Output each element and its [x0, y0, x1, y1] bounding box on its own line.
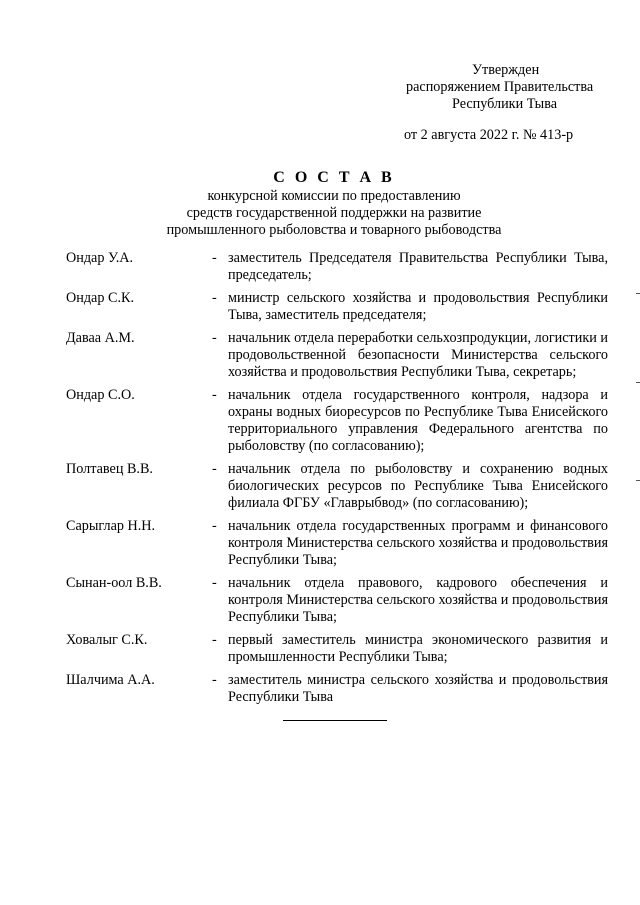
subtitle-line: средств государственной поддержки на развитие [186, 205, 482, 221]
approval-line-republic: Республики Тыва [452, 96, 558, 112]
member-dash: - [212, 290, 217, 306]
member-name: Полтавец В.В. [66, 461, 153, 477]
member-role: начальник отдела правового, кадрового обеспечения и контроля Министерства сельского хозяйства и продовольствия Республики Тыва; [228, 575, 608, 625]
member-role: начальник отдела по рыболовству и сохранению водных биологических ресурсов по Республике Тыва Енисейского филиала ФГБУ «Главрыбвод» (по согласованию); [228, 461, 608, 511]
member-dash: - [212, 672, 217, 688]
scan-edge-mark [636, 382, 640, 383]
subtitle-line: промышленного рыболовства и товарного рыбоводства [166, 222, 502, 238]
approval-block [400, 62, 620, 144]
member-dash: - [212, 575, 217, 591]
member-name: Ховалыг С.К. [66, 632, 148, 648]
member-dash: - [212, 387, 217, 403]
approval-line-order: распоряжением Правительства [406, 79, 594, 95]
member-name: Шалчима А.А. [66, 672, 155, 688]
member-name: Даваа А.М. [66, 330, 135, 346]
document-title: С О С Т А В [273, 169, 395, 186]
member-role: начальник отдела государственного контроля, надзора и охраны водных биоресурсов по Республике Тыва Енисейского территориального управления Федерального агентства по рыболовству (по согласованию); [228, 387, 608, 454]
member-name: Сарыглар Н.Н. [66, 518, 156, 534]
member-role: заместитель министра сельского хозяйства и продовольствия Республики Тыва [228, 672, 608, 705]
member-role: министр сельского хозяйства и продовольствия Республики Тыва, заместитель председателя; [228, 290, 608, 323]
member-dash: - [212, 461, 217, 477]
member-row [66, 672, 608, 706]
member-row [66, 461, 608, 512]
scan-edge-mark [636, 293, 640, 294]
member-row [66, 575, 608, 626]
member-role: начальник отдела государственных программ и финансового контроля Министерства сельского хозяйства и продовольствия Республики Тыва; [228, 518, 608, 568]
member-row [66, 330, 608, 381]
member-row [66, 250, 608, 284]
member-name: Сынан-оол В.В. [66, 575, 162, 591]
member-dash: - [212, 632, 217, 648]
member-role: начальник отдела переработки сельхозпродукции, логистики и продовольственной безопасности Министерства сельского хозяйства и продовольствия Республики Тыва, секретарь; [228, 330, 608, 380]
closing-divider-line [283, 720, 387, 721]
subtitle-line: конкурсной комиссии по предоставлению [207, 188, 461, 204]
member-dash: - [212, 330, 217, 346]
member-row [66, 387, 608, 455]
member-row [66, 290, 608, 324]
approval-line-approved: Утвержден [472, 62, 540, 78]
document-heading [60, 168, 608, 239]
member-dash: - [212, 250, 217, 266]
member-row [66, 632, 608, 666]
member-dash: - [212, 518, 217, 534]
member-role: первый заместитель министра экономического развития и промышленности Республики Тыва; [228, 632, 608, 665]
member-row [66, 518, 608, 569]
member-name: Ондар С.К. [66, 290, 135, 306]
member-name: Ондар У.А. [66, 250, 134, 266]
member-role: заместитель Председателя Правительства Республики Тыва, председатель; [228, 250, 608, 283]
scan-edge-mark [636, 480, 640, 481]
approval-date: от 2 августа 2022 г. № 413-р [404, 127, 574, 143]
member-name: Ондар С.О. [66, 387, 135, 403]
commission-members-list [66, 250, 608, 712]
